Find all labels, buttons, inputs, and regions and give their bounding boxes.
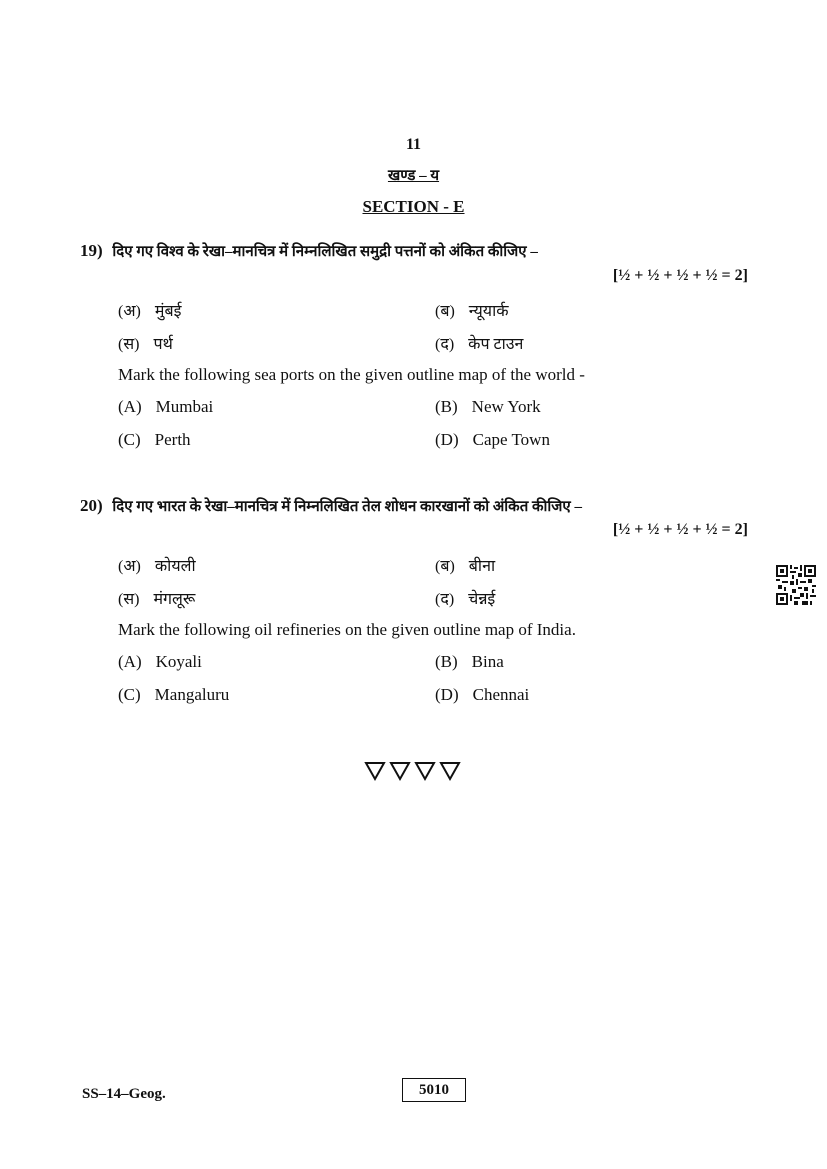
option-label: (D) xyxy=(435,685,459,704)
option-hindi-d xyxy=(435,332,523,354)
option-label: (स) xyxy=(118,591,140,608)
option-hindi-d xyxy=(435,587,495,609)
option-text: New York xyxy=(471,397,541,416)
option-text: Mumbai xyxy=(155,397,214,416)
option-text: कोयली xyxy=(154,558,196,575)
option-english-b xyxy=(435,652,504,672)
option-english-d xyxy=(435,685,529,705)
option-text: न्यूयार्क xyxy=(468,303,509,320)
option-hindi-a xyxy=(118,554,196,576)
option-text: मंगलूरू xyxy=(153,591,196,608)
page-number: 11 xyxy=(405,136,422,153)
option-label: (C) xyxy=(118,685,141,704)
question-20-hindi xyxy=(80,496,750,516)
marks-allocation: [½ + ½ + ½ + ½ = 2] xyxy=(612,267,748,284)
option-label: (द) xyxy=(435,336,455,353)
option-text: चेन्नई xyxy=(468,591,496,608)
question-number-value: 19 xyxy=(80,241,97,260)
option-label: (स) xyxy=(118,336,140,353)
option-text: बीना xyxy=(468,558,496,575)
option-text: मुंबई xyxy=(154,303,182,320)
option-label: (B) xyxy=(435,397,458,416)
section-title-hindi-text: खण्ड – य xyxy=(387,168,440,184)
question-text-hindi: दिए गए विश्व के रेखा–मानचित्र में निम्नलिखित समुद्री पत्तनों को अंकित कीजिए – xyxy=(112,244,538,260)
option-english-d xyxy=(435,430,550,450)
option-label: (A) xyxy=(118,397,142,416)
option-text: केप टाउन xyxy=(468,336,524,353)
option-hindi-a xyxy=(118,299,181,321)
question-20-english: Mark the following oil refineries on the given outline map of India. xyxy=(118,620,576,639)
qr-code-icon xyxy=(776,565,816,605)
question-number: 20) xyxy=(80,496,103,515)
option-text: Koyali xyxy=(155,652,202,671)
option-text: Perth xyxy=(154,430,191,449)
question-text-hindi: दिए गए भारत के रेखा–मानचित्र में निम्नलिखित तेल शोधन कारखानों को अंकित कीजिए – xyxy=(112,499,582,515)
triangle-marks-icon xyxy=(364,760,464,782)
option-text: Chennai xyxy=(472,685,530,704)
option-english-b xyxy=(435,397,541,417)
option-text: Mangaluru xyxy=(154,685,230,704)
option-hindi-c xyxy=(118,332,173,354)
option-text: Cape Town xyxy=(472,430,550,449)
option-english-a xyxy=(118,397,213,417)
section-title-english: SECTION - E xyxy=(362,197,465,216)
option-hindi-b xyxy=(435,554,495,576)
option-text: Bina xyxy=(471,652,504,671)
option-english-c xyxy=(118,430,191,450)
question-19-hindi xyxy=(80,241,750,261)
end-of-paper-marks xyxy=(0,760,827,787)
subject-code: SS–14–Geog. xyxy=(82,1086,166,1102)
paper-code-box: 5010 xyxy=(402,1078,466,1102)
option-label: (C) xyxy=(118,430,141,449)
option-hindi-b xyxy=(435,299,509,321)
option-label: (A) xyxy=(118,652,142,671)
option-label: (द) xyxy=(435,591,455,608)
option-label: (B) xyxy=(435,652,458,671)
option-text: पर्थ xyxy=(153,336,173,353)
option-label: (अ) xyxy=(118,558,141,575)
option-label: (अ) xyxy=(118,303,141,320)
option-label: (ब) xyxy=(435,303,455,320)
option-label: (D) xyxy=(435,430,459,449)
option-label: (ब) xyxy=(435,558,455,575)
option-english-c xyxy=(118,685,229,705)
marks-allocation: [½ + ½ + ½ + ½ = 2] xyxy=(612,521,748,538)
question-number: 19) xyxy=(80,241,103,260)
option-english-a xyxy=(118,652,202,672)
section-title-hindi xyxy=(0,165,827,185)
question-19-english: Mark the following sea ports on the given outline map of the world - xyxy=(118,365,585,384)
question-number-value: 20 xyxy=(80,496,97,515)
option-hindi-c xyxy=(118,587,195,609)
